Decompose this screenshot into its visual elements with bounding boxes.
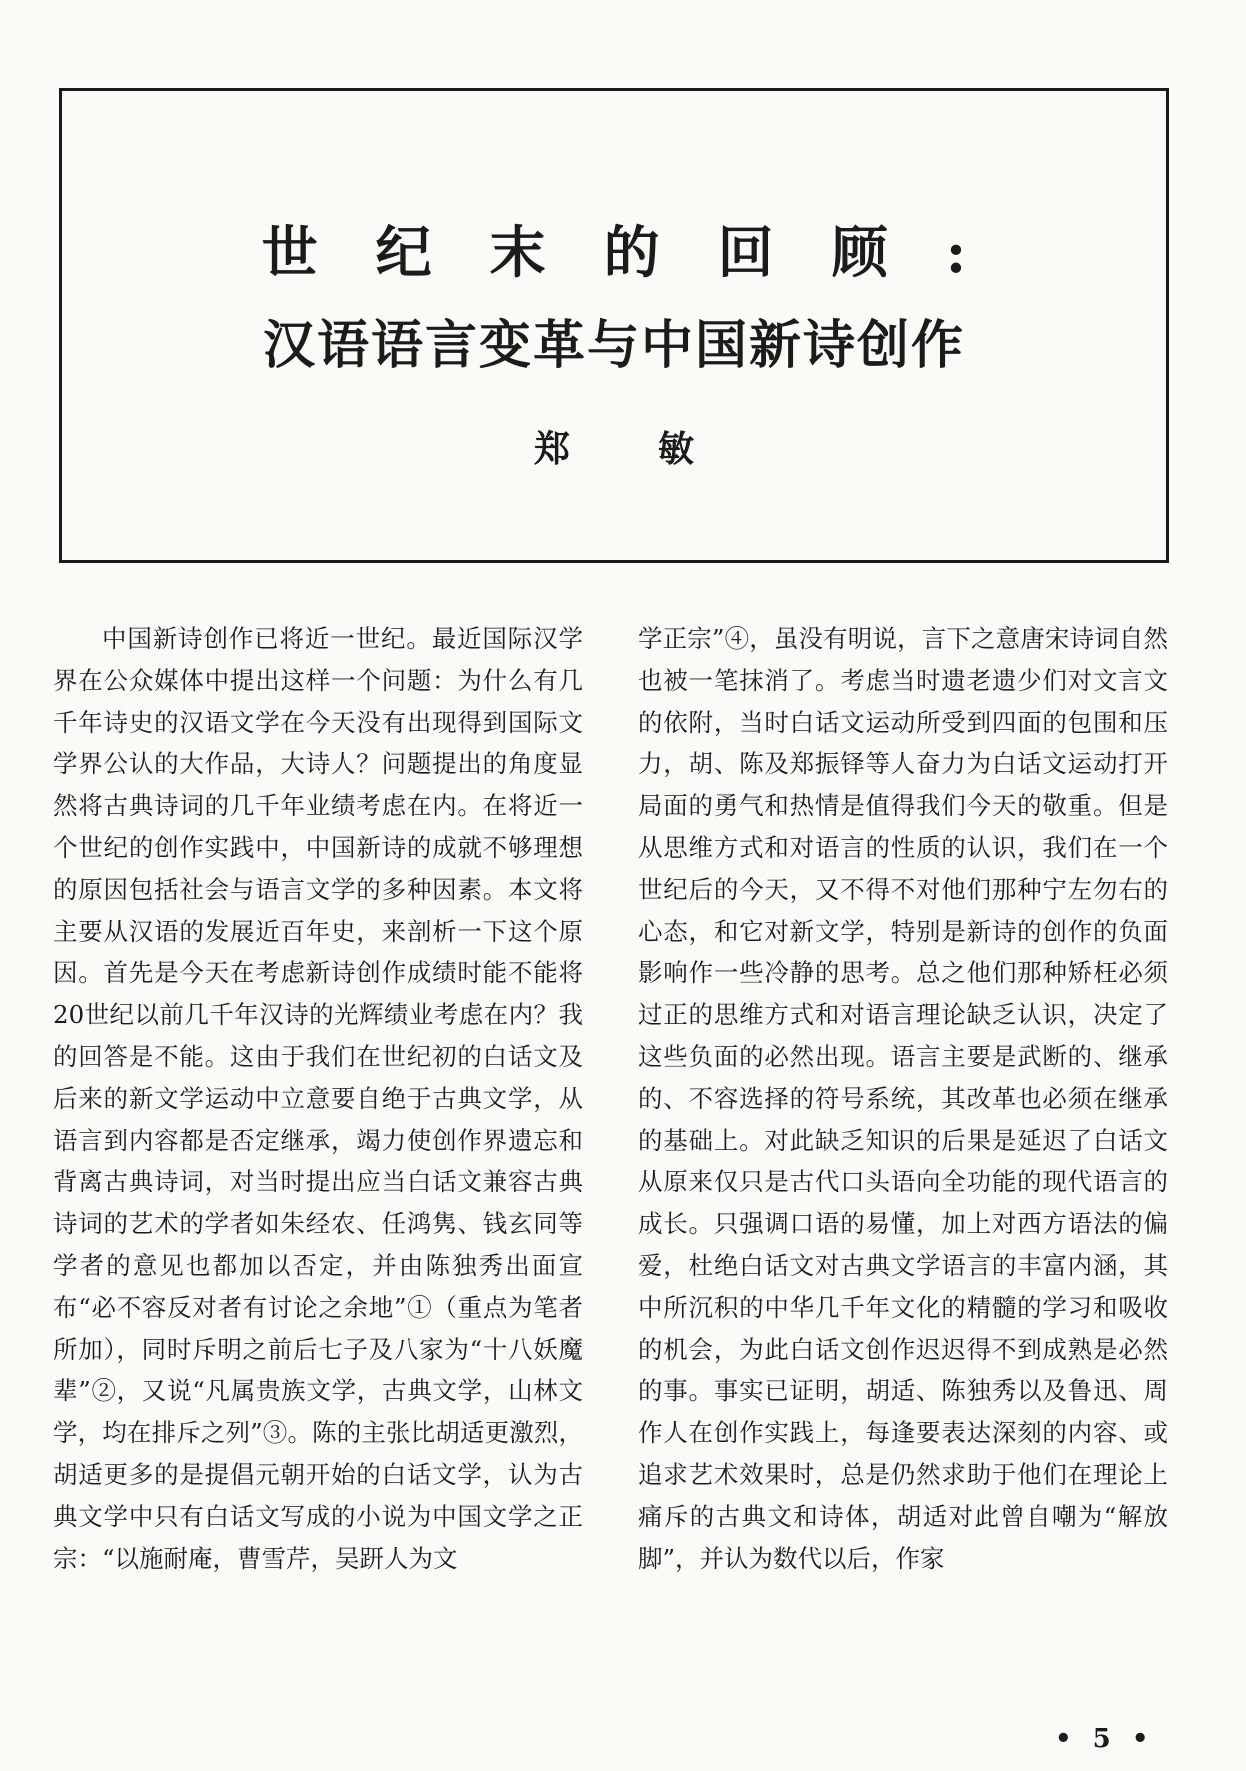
author: 郑敏 xyxy=(533,428,782,470)
body-column-right xyxy=(638,618,1168,1579)
title-main: 世纪末的回顾: xyxy=(261,220,1025,286)
title-box xyxy=(59,88,1169,563)
paragraph-1-continued: 学正宗”④，虽没有明说，言下之意唐宋诗词自然也被一笔抹消了。考虑当时遗老遗少们对文言文的依附，当时白话文运动所受到四面的包围和压力，胡、陈及郑振铎等人奋力为白话文运动打开局面的勇气和热情是值得我们今天的敬重。但是从思维方式和对语言的性质的认识，我们在一个世纪后的今天，又不得不对他们那种宁左勿右的心态，和它对新文学，特别是新诗的创作的负面影响作一些冷静的思考。总之他们那种矫枉必须过正的思维方式和对语言理论缺乏认识，决定了这些负面的必然出现。语言主要是武断的、继承的、不容选择的符号系统，其改革也必须在继承的基础上。对此缺乏知识的后果是延迟了白话文从原来仅只是古代口头语向全功能的现代语言的成长。只强调口语的易懂，加上对西方语法的偏爱，杜绝白话文对古典文学语言的丰富内涵，其中所沉积的中华几千年文化的精髓的学习和吸收的机会，为此白话文创作迟迟得不到成熟是必然的事。事实已证明，胡适、陈独秀以及鲁迅、周作人在创作实践上，每逢要表达深刻的内容、或追求艺术效果时，总是仍然求助于他们在理论上痛斥的古典文和诗体，胡适对此曾自嘲为“解放脚”，并认为数代以后，作家 xyxy=(638,624,1168,1573)
body-column-left xyxy=(53,618,583,1579)
page-number: • 5 • xyxy=(1055,1724,1155,1754)
title-subtitle: 汉语语言变革与中国新诗创作 xyxy=(262,315,965,376)
paragraph-1: 中国新诗创作已将近一世纪。最近国际汉学界在公众媒体中提出这样一个问题：为什么有几千年诗史的汉语文学在今天没有出现得到国际文学界公认的大作品，大诗人？问题提出的角度显然将古典诗词的几千年业绩考虑在内。在将近一个世纪的创作实践中，中国新诗的成就不够理想的原因包括社会与语言文学的多种因素。本文将主要从汉语的发展近百年史，来剖析一下这个原因。首先是今天在考虑新诗创作成绩时能不能将20世纪以前几千年汉诗的光辉绩业考虑在内？我的回答是不能。这由于我们在世纪初的白话文及后来的新文学运动中立意要自绝于古典文学，从语言到内容都是否定继承，竭力使创作界遗忘和背离古典诗词，对当时提出应当白话文兼容古典诗词的艺术的学者如朱经农、任鸿隽、钱玄同等学者的意见也都加以否定，并由陈独秀出面宣布“必不容反对者有讨论之余地”①（重点为笔者所加），同时斥明之前后七子及八家为“十八妖魔辈”②，又说“凡属贵族文学，古典文学，山林文学，均在排斥之列”③。陈的主张比胡适更激烈，胡适更多的是提倡元朝开始的白话文学，认为古典文学中只有白话文写成的小说为中国文学之正宗：“以施耐庵，曹雪芹，吴趼人为文 xyxy=(53,624,583,1573)
